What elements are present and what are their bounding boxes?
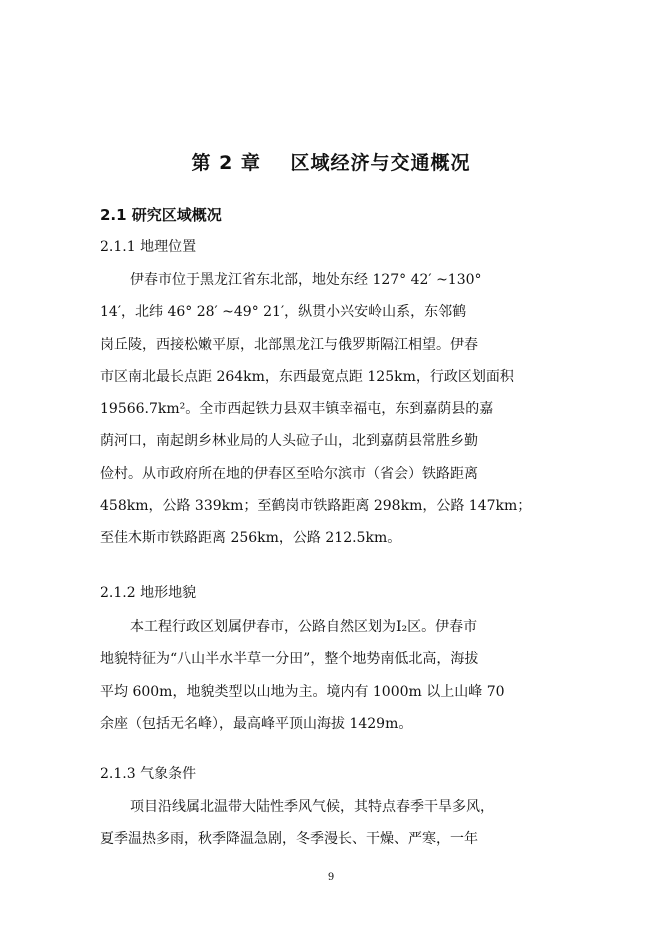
paragraph-line: 市区南北最长点距 264km，东西最宽点距 125km，行政区划面积 <box>100 368 514 385</box>
paragraph-line: 夏季温热多雨，秋季降温急剧，冬季漫长、干燥、严寒，一年 <box>100 831 478 848</box>
paragraph-climate <box>100 791 560 856</box>
page-number: 9 <box>327 872 335 883</box>
paragraph-line: 本工程行政区划属伊春市，公路自然区划为Ⅰ₂区。伊春市 <box>130 619 478 635</box>
section-heading-2-1: 2.1 研究区域概况 <box>100 206 222 224</box>
paragraph-line: 岗丘陵，西接松嫩平原，北部黑龙江与俄罗斯隔江相望。伊春 <box>100 336 478 353</box>
paragraph-line: 项目沿线属北温带大陆性季风气候，其特点春季干旱多风， <box>130 799 494 815</box>
paragraph-line: 458km，公路 339km；至鹤岗市铁路距离 298km，公路 147km； <box>100 498 532 515</box>
paragraph-line: 14′，北纬 46° 28′ ~49° 21′，纵贯小兴安岭山系，东邻鹤 <box>100 304 467 321</box>
paragraph-line: 余座（包括无名峰），最高峰平顶山海拔 1429m。 <box>100 715 413 732</box>
paragraph-line: 俭村。从市政府所在地的伊春区至哈尔滨市（省会）铁路距离 <box>100 465 478 482</box>
paragraph-line: 至佳木斯市铁路距离 256km，公路 212.5km。 <box>100 530 402 547</box>
subsection-heading-2-1-2: 2.1.2 地形地貌 <box>100 585 197 601</box>
chapter-number: 第 2 章 <box>191 152 261 174</box>
chapter-title: 区域经济与交通概况 <box>290 152 471 174</box>
paragraph-line: 荫河口，南起朗乡林业局的人头砬子山，北到嘉荫县常胜乡勤 <box>100 433 478 450</box>
subsection-heading-2-1-1: 2.1.1 地理位置 <box>100 239 197 255</box>
paragraph-line: 平均 600m，地貌类型以山地为主。境内有 1000m 以上山峰 70 <box>100 683 505 700</box>
paragraph-geographic-location <box>100 264 560 555</box>
paragraph-line: 地貌特征为“八山半水半草一分田”，整个地势南低北高，海拔 <box>100 651 479 668</box>
subsection-heading-2-1-3: 2.1.3 气象条件 <box>100 766 197 782</box>
paragraph-terrain <box>100 611 560 740</box>
chapter-heading <box>0 148 662 175</box>
paragraph-line: 19566.7km²。全市西起铁力县双丰镇幸福屯，东到嘉荫县的嘉 <box>100 401 494 418</box>
paragraph-line: 伊春市位于黑龙江省东北部，地处东经 127° 42′ ~130° <box>130 272 482 288</box>
